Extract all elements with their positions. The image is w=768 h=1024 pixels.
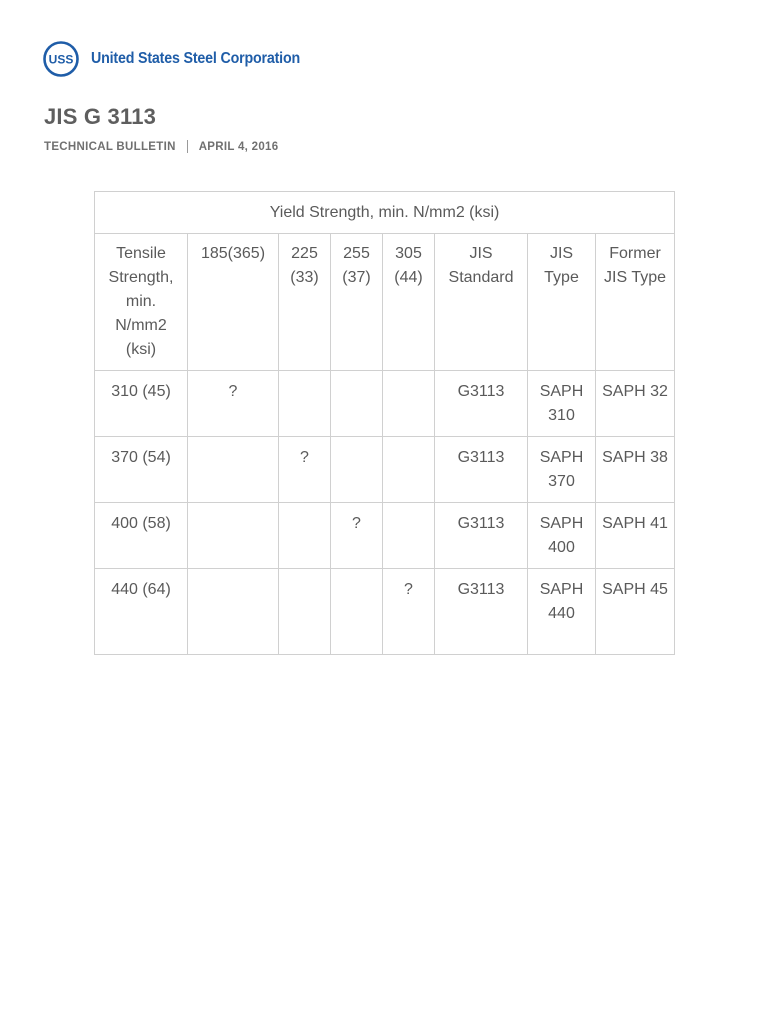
table-cell: G3113: [435, 371, 528, 437]
document-category: TECHNICAL BULLETIN: [44, 140, 176, 153]
document-date: APRIL 4, 2016: [198, 140, 279, 153]
table-cell: SAPH 38: [596, 437, 675, 503]
table-cell: G3113: [435, 569, 528, 655]
table-cell: G3113: [435, 503, 528, 569]
table-row: [95, 569, 675, 655]
document-meta: [44, 140, 278, 153]
column-header: JIS Type: [528, 234, 596, 371]
table-row: [95, 437, 675, 503]
table-cell: [383, 503, 435, 569]
table-cell: [188, 569, 279, 655]
table-cell: [279, 371, 331, 437]
logo-text: USS: [48, 52, 74, 67]
table-cell: SAPH 400: [528, 503, 596, 569]
table-cell: ?: [279, 437, 331, 503]
table-cell: ?: [383, 569, 435, 655]
yield-header-row: [95, 192, 675, 234]
table-cell: 400 (58): [95, 503, 188, 569]
meta-divider: [187, 140, 188, 153]
table-cell: SAPH 41: [596, 503, 675, 569]
table-cell: [279, 569, 331, 655]
column-header: Tensile Strength, min. N/mm2 (ksi): [95, 234, 188, 371]
column-header: 185(365): [188, 234, 279, 371]
yield-strength-header: Yield Strength, min. N/mm2 (ksi): [95, 192, 675, 234]
table-cell: [188, 503, 279, 569]
table-cell: SAPH 310: [528, 371, 596, 437]
table-cell: ?: [331, 503, 383, 569]
table-cell: [279, 503, 331, 569]
page-title: JIS G 3113: [44, 104, 157, 129]
table-cell: SAPH 440: [528, 569, 596, 655]
brand-header: [43, 40, 318, 78]
column-header-row: [95, 234, 675, 371]
column-header: JIS Standard: [435, 234, 528, 371]
table-cell: [383, 371, 435, 437]
table-cell: [331, 437, 383, 503]
table-cell: SAPH 370: [528, 437, 596, 503]
uss-logo-icon[interactable]: [43, 41, 79, 77]
column-header: 225 (33): [279, 234, 331, 371]
column-header: 305 (44): [383, 234, 435, 371]
company-name[interactable]: United States Steel Corporation: [91, 50, 301, 67]
table-cell: 440 (64): [95, 569, 188, 655]
table-cell: ?: [188, 371, 279, 437]
table-cell: 310 (45): [95, 371, 188, 437]
table-row: [95, 503, 675, 569]
table-cell: G3113: [435, 437, 528, 503]
table-cell: SAPH 45: [596, 569, 675, 655]
table-cell: [188, 437, 279, 503]
table-cell: [383, 437, 435, 503]
table-cell: [331, 569, 383, 655]
table-cell: 370 (54): [95, 437, 188, 503]
column-header: Former JIS Type: [596, 234, 675, 371]
spec-table: [94, 191, 675, 655]
table-cell: [331, 371, 383, 437]
table-row: [95, 371, 675, 437]
column-header: 255 (37): [331, 234, 383, 371]
table-cell: SAPH 32: [596, 371, 675, 437]
